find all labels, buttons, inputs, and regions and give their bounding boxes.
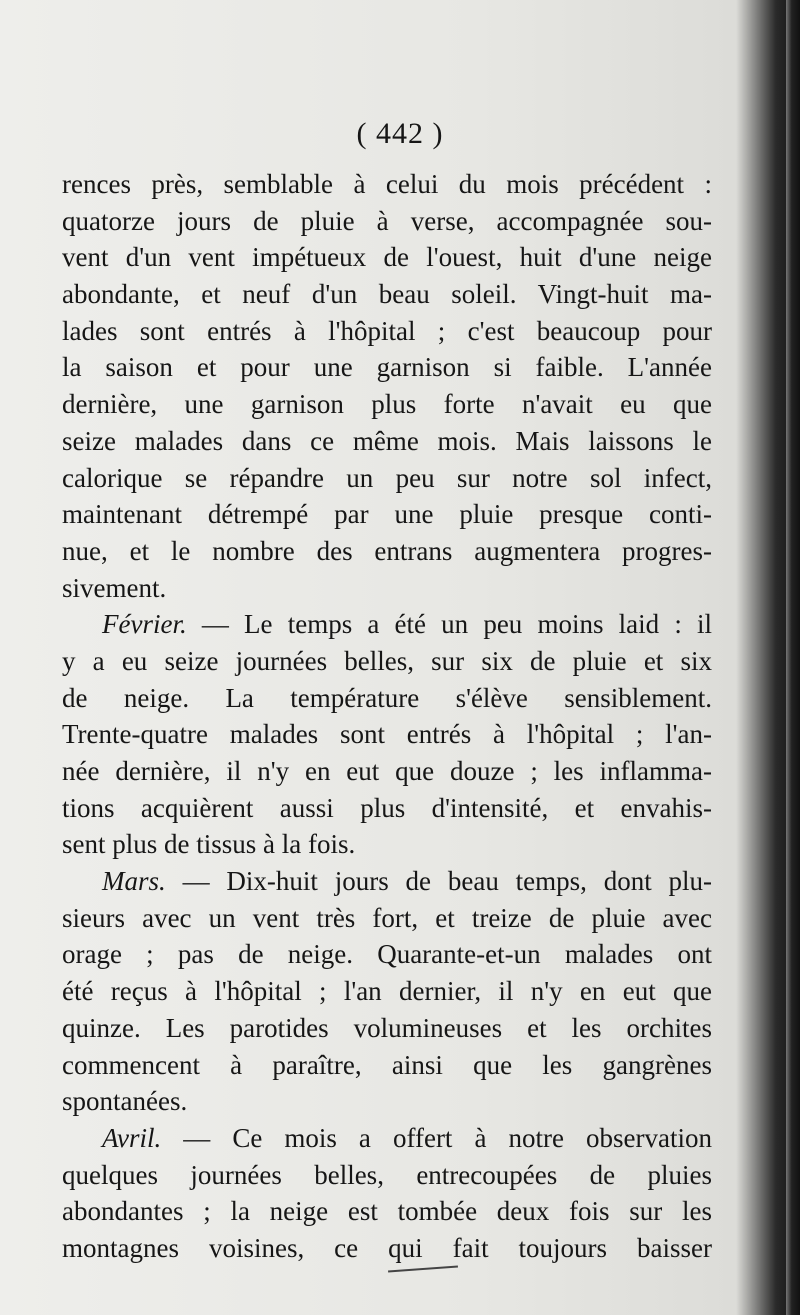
month-heading-mars: Mars. — [102, 866, 166, 897]
text-line: sent plus de tissus à la fois. — [62, 829, 356, 860]
text-line: sivement. — [62, 572, 167, 603]
text-line: orage ; pas de neige. Quarante-et-un malades ont — [62, 939, 712, 970]
text-line: tions acquièrent aussi plus d'intensité, et envahis- — [62, 792, 712, 823]
paragraph-avril-first-line — [62, 1120, 712, 1157]
paragraph-mars-first-line — [62, 863, 712, 900]
month-heading-fevrier: Février. — [102, 609, 187, 640]
body-text — [62, 166, 712, 1267]
text-line: y a eu seize journées belles, sur six de pluie et six — [62, 645, 712, 676]
text-line: été reçus à l'hôpital ; l'an dernier, il n'y en eut que — [62, 976, 712, 1007]
text-line: rences près, semblable à celui du mois précédent : — [62, 169, 712, 199]
text-line: abondantes ; la neige est tombée deux fois sur les — [62, 1196, 712, 1227]
page-gutter — [786, 0, 800, 1315]
text-line: commencent à paraître, ainsi que les gangrènes — [62, 1049, 712, 1080]
text-line: montagnes voisines, ce qui fait toujours baisser — [62, 1232, 712, 1263]
page-number: ( 442 ) — [356, 117, 444, 150]
text-line: seize malades dans ce même mois. Mais laissons le — [62, 425, 712, 456]
text-line: de neige. La température s'élève sensiblement. — [62, 682, 712, 713]
text-fragment: — Dix-huit jours de beau temps, dont plu- — [182, 866, 713, 897]
text-line: maintenant détrempé par une pluie presque conti- — [62, 499, 712, 530]
text-fragment: — Ce mois a offert à notre observation — [183, 1122, 712, 1153]
text-fragment: — Le temps a été un peu moins laid : il — [201, 609, 712, 640]
text-line: née dernière, il n'y en eut que douze ; les inflamma- — [62, 756, 712, 786]
text-line: quelques journées belles, entrecoupées de pluies — [62, 1159, 712, 1190]
text-line: dernière, une garnison plus forte n'avait eu que — [62, 389, 712, 420]
month-heading-avril: Avril. — [102, 1122, 162, 1153]
text-line: la saison et pour une garnison si faible. L'année — [62, 352, 712, 383]
text-line: nue, et le nombre des entrans augmentera progres- — [62, 535, 712, 566]
text-line: abondante, et neuf d'un beau soleil. Vingt-huit ma- — [62, 279, 712, 310]
text-line: quatorze jours de pluie à verse, accompagnée sou- — [62, 205, 712, 236]
text-line: sieurs avec un vent très fort, et treize de pluie avec — [62, 902, 712, 933]
text-line: calorique se répandre un peu sur notre sol infect, — [62, 462, 712, 493]
text-line: lades sont entrés à l'hôpital ; c'est beaucoup pour — [62, 315, 712, 346]
paragraph-fevrier-first-line — [62, 606, 712, 643]
text-line: spontanées. — [62, 1086, 188, 1117]
text-line: vent d'un vent impétueux de l'ouest, huit d'une neige — [62, 242, 712, 273]
text-line: quinze. Les parotides volumineuses et les orchites — [62, 1012, 712, 1043]
text-line: Trente-quatre malades sont entrés à l'hôpital ; l'an- — [62, 719, 712, 750]
